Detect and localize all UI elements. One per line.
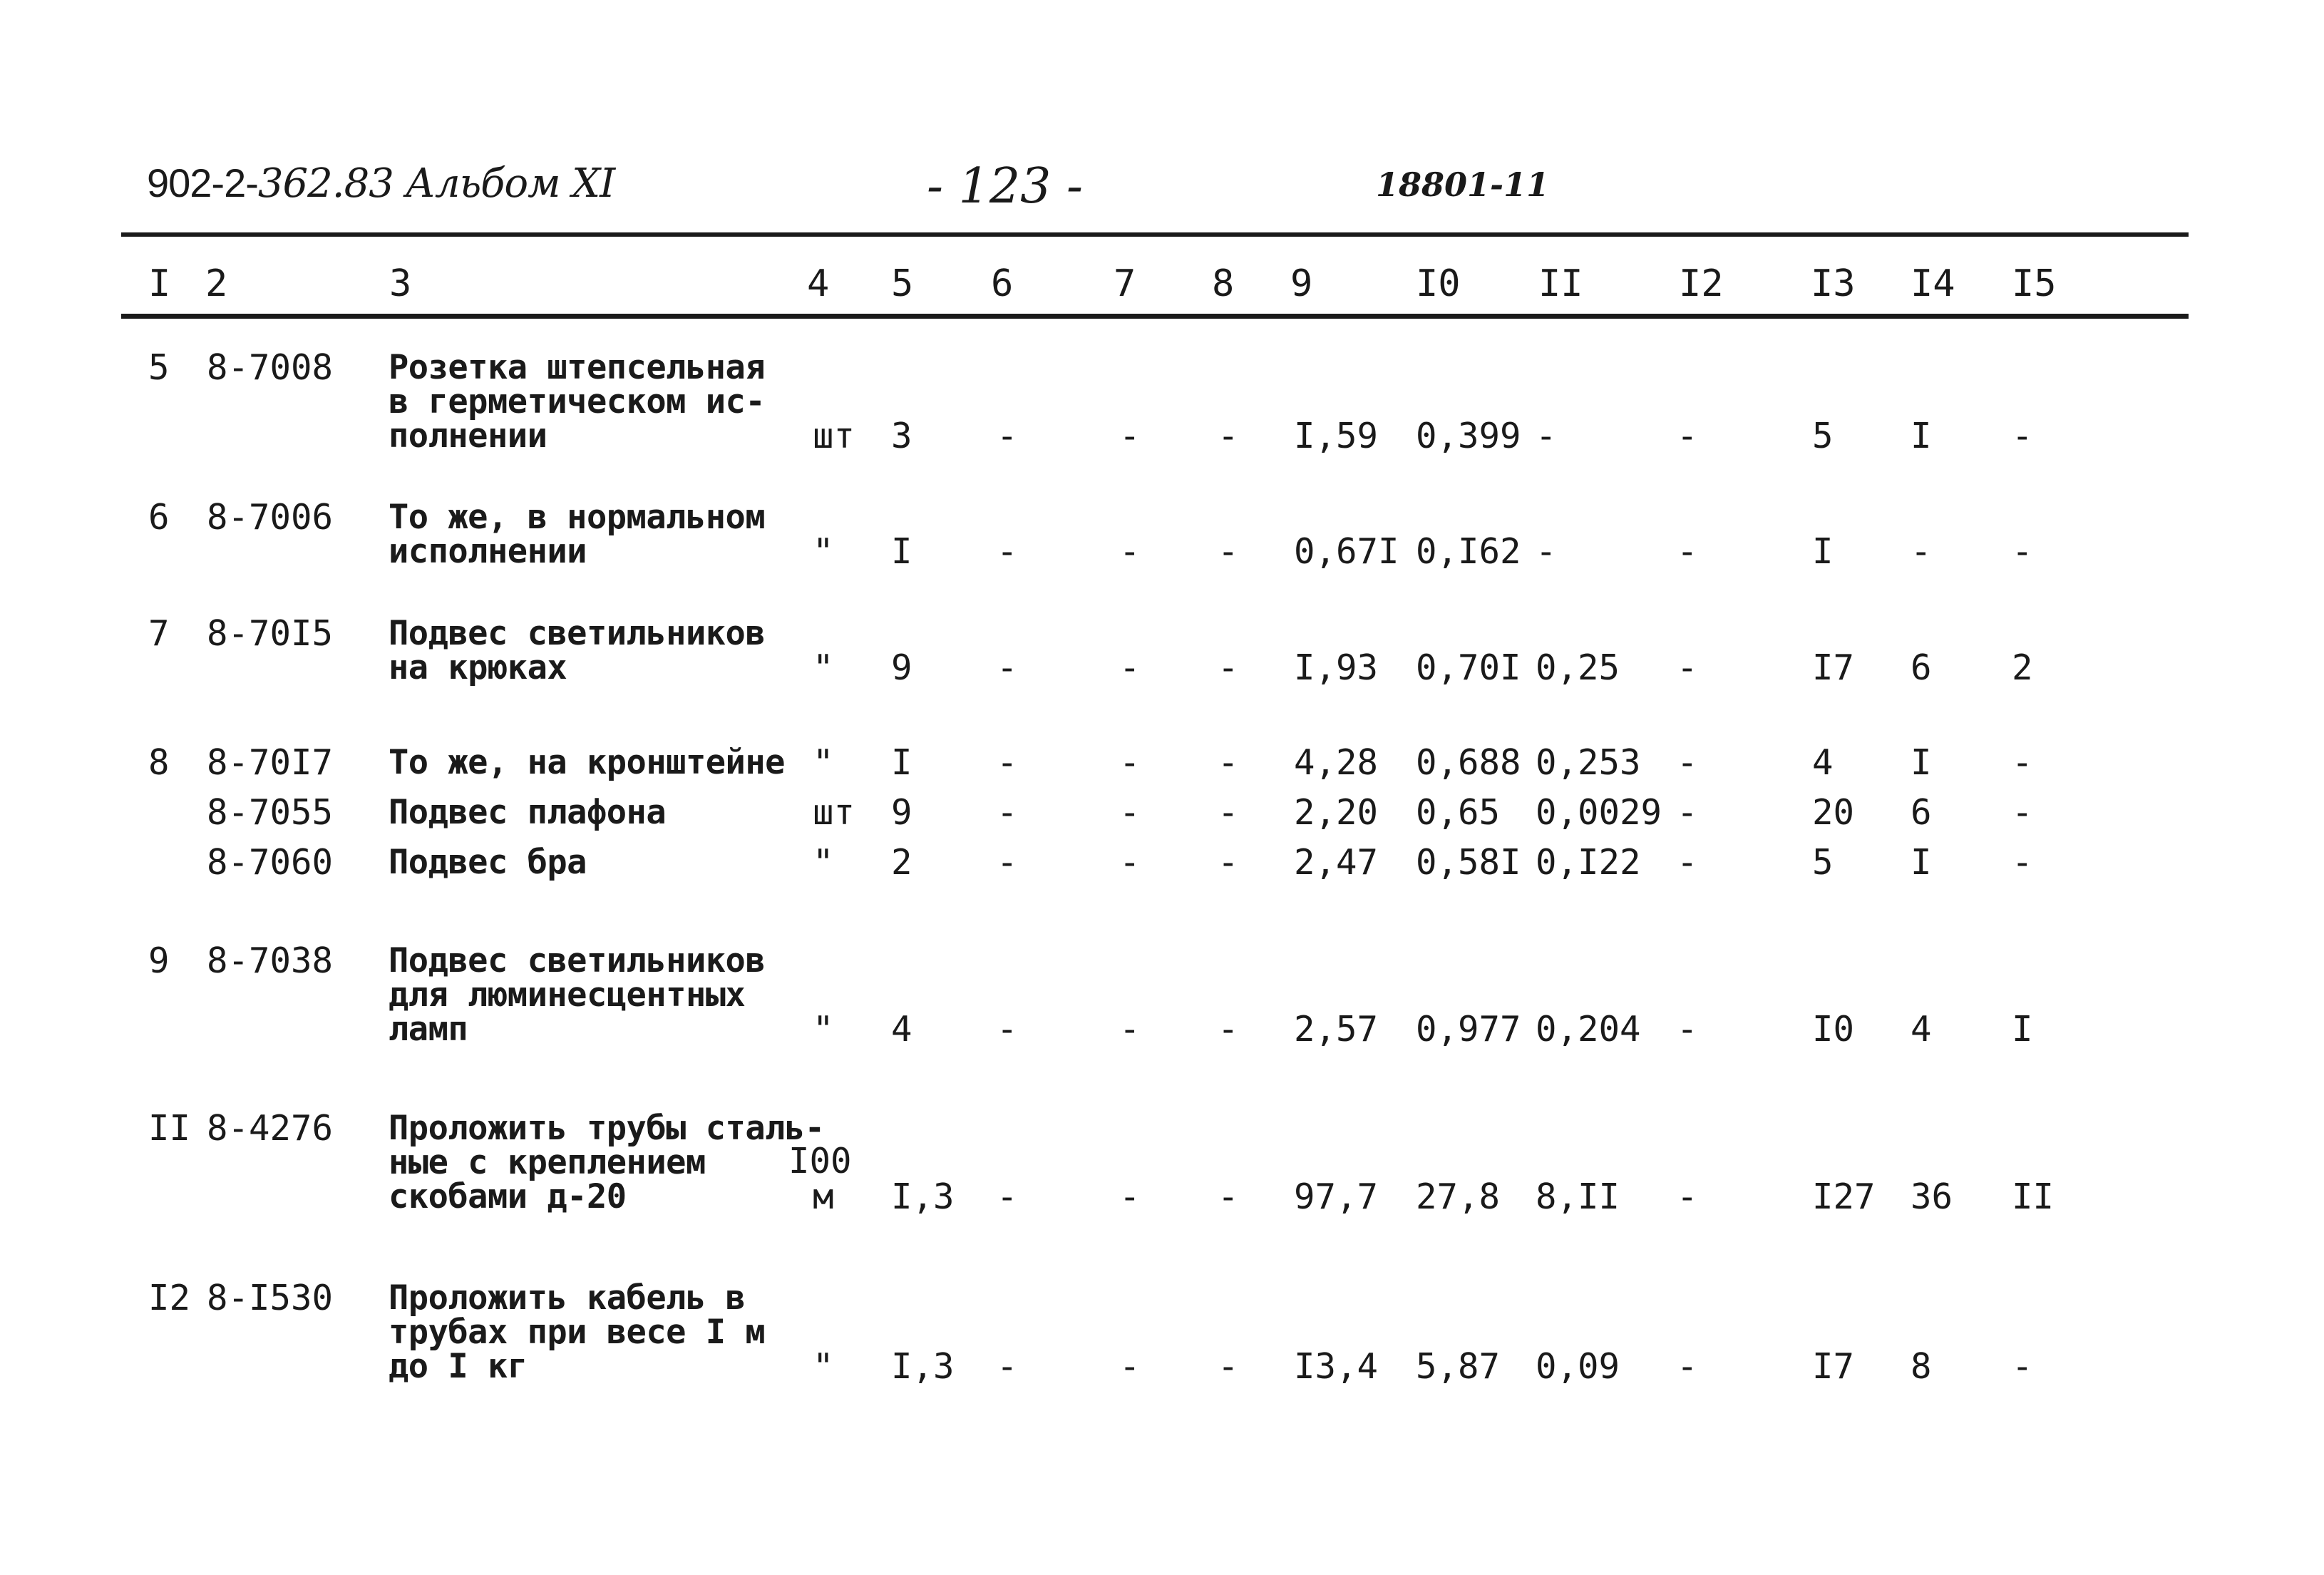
column-number: I5 <box>2012 262 2057 305</box>
col-8-cell: - <box>1218 842 1239 883</box>
col-12-cell: - <box>1677 416 1698 456</box>
col-15-cell: I <box>2012 1009 2033 1050</box>
col-6-cell: - <box>997 842 1018 883</box>
column-number: 4 <box>807 262 830 305</box>
col-8-cell: - <box>1218 742 1239 783</box>
col-7-cell: - <box>1119 792 1141 833</box>
col-9-cell: 97,7 <box>1294 1176 1379 1217</box>
rate-code: 8-70I5 <box>207 613 334 654</box>
unit-cell: " <box>813 742 834 783</box>
document-header <box>0 0 2324 235</box>
col-10-cell: 0,70I <box>1416 647 1521 688</box>
col-6-cell: - <box>997 416 1018 456</box>
col-6-cell: - <box>997 1176 1018 1217</box>
unit-cell: " <box>813 647 834 688</box>
rate-code: 8-4276 <box>207 1108 334 1149</box>
col-14-cell: 36 <box>1911 1176 1953 1217</box>
col-14-cell: I <box>1911 742 1932 783</box>
col-8-cell: - <box>1218 531 1239 572</box>
col-6-cell: - <box>997 1346 1018 1387</box>
rate-code: 8-7055 <box>207 792 334 833</box>
col-8-cell: - <box>1218 792 1239 833</box>
col-14-cell: I <box>1911 416 1932 456</box>
col-11-cell: - <box>1536 416 1557 456</box>
col-11-cell: 0,204 <box>1536 1009 1641 1050</box>
col-8-cell: - <box>1218 647 1239 688</box>
col-11-cell: 0,I22 <box>1536 842 1641 883</box>
col-12-cell: - <box>1677 1346 1698 1387</box>
col-7-cell: - <box>1119 1346 1141 1387</box>
col-13-cell: I <box>1812 531 1834 572</box>
column-number: 2 <box>205 262 228 305</box>
unit-cell: шт <box>813 792 855 833</box>
rate-code: 8-7038 <box>207 940 334 981</box>
column-number: 6 <box>991 262 1014 305</box>
col-14-cell: 6 <box>1911 792 1932 833</box>
col-6-cell: - <box>997 1009 1018 1050</box>
rate-code: 8-7006 <box>207 497 334 538</box>
column-number: I4 <box>1911 262 1955 305</box>
col-6-cell: - <box>997 531 1018 572</box>
col-14-cell: - <box>1911 531 1932 572</box>
col-9-cell: I,93 <box>1294 647 1379 688</box>
work-description: Проложить кабель в трубах при весе I м до I кг <box>389 1278 766 1386</box>
col-13-cell: 5 <box>1812 416 1834 456</box>
quantity-cell: 4 <box>891 1009 912 1050</box>
col-11-cell: 0,09 <box>1536 1346 1620 1387</box>
row-number: 5 <box>148 347 170 388</box>
column-number: 3 <box>389 262 412 305</box>
unit-cell: " <box>813 842 834 883</box>
col-14-cell: 8 <box>1911 1346 1932 1387</box>
rate-code: 8-7060 <box>207 842 334 883</box>
col-10-cell: 5,87 <box>1416 1346 1501 1387</box>
col-7-cell: - <box>1119 531 1141 572</box>
row-number: 7 <box>148 613 170 654</box>
col-10-cell: 0,399 <box>1416 416 1521 456</box>
unit-cell: " <box>813 1009 834 1050</box>
col-15-cell: II <box>2012 1176 2055 1217</box>
quantity-cell: I <box>891 742 912 783</box>
col-11-cell: 0,0029 <box>1536 792 1662 833</box>
work-description: Подвес светильников для люминесцентных ламп <box>389 941 766 1049</box>
album-handwritten: 362.83 Альбом XI <box>257 160 615 207</box>
col-15-cell: - <box>2012 1346 2033 1387</box>
column-number: 5 <box>891 262 914 305</box>
unit-cell: шт <box>813 416 855 456</box>
unit-cell: " <box>813 1346 834 1387</box>
unit-multiplier: I00 <box>788 1141 852 1181</box>
row-number: 9 <box>148 940 170 981</box>
col-8-cell: - <box>1218 1009 1239 1050</box>
work-description: Проложить трубы сталь- ные с креплением скобами д-20 <box>389 1109 825 1216</box>
col-15-cell: - <box>2012 842 2033 883</box>
col-14-cell: 4 <box>1911 1009 1932 1050</box>
col-13-cell: I7 <box>1812 647 1855 688</box>
work-description: Подвес плафона <box>389 793 667 832</box>
rate-code: 8-70I7 <box>207 742 334 783</box>
rate-code: 8-I530 <box>207 1278 334 1318</box>
col-6-cell: - <box>997 792 1018 833</box>
col-12-cell: - <box>1677 792 1698 833</box>
col-12-cell: - <box>1677 1009 1698 1050</box>
col-9-cell: 2,57 <box>1294 1009 1379 1050</box>
col-13-cell: 4 <box>1812 742 1834 783</box>
col-7-cell: - <box>1119 416 1141 456</box>
row-number: 6 <box>148 497 170 538</box>
col-8-cell: - <box>1218 1346 1239 1387</box>
column-number: II <box>1538 262 1583 305</box>
col-11-cell: 0,253 <box>1536 742 1641 783</box>
col-9-cell: 2,20 <box>1294 792 1379 833</box>
col-11-cell: 8,II <box>1536 1176 1620 1217</box>
col-15-cell: 2 <box>2012 647 2033 688</box>
col-6-cell: - <box>997 742 1018 783</box>
col-7-cell: - <box>1119 1176 1141 1217</box>
header-rule <box>121 314 2189 319</box>
col-15-cell: - <box>2012 742 2033 783</box>
col-9-cell: I,59 <box>1294 416 1379 456</box>
col-10-cell: 27,8 <box>1416 1176 1501 1217</box>
column-number: I3 <box>1811 262 1856 305</box>
col-8-cell: - <box>1218 416 1239 456</box>
col-13-cell: I0 <box>1812 1009 1855 1050</box>
column-number: 7 <box>1114 262 1136 305</box>
col-14-cell: 6 <box>1911 647 1932 688</box>
row-number: I2 <box>148 1278 191 1318</box>
col-9-cell: I3,4 <box>1294 1346 1379 1387</box>
column-number: 9 <box>1290 262 1313 305</box>
column-number: I2 <box>1679 262 1724 305</box>
column-number: I0 <box>1416 262 1461 305</box>
col-12-cell: - <box>1677 842 1698 883</box>
quantity-cell: I <box>891 531 912 572</box>
top-rule <box>121 232 2189 237</box>
col-12-cell: - <box>1677 531 1698 572</box>
work-description: То же, в нормальном исполнении <box>389 498 766 571</box>
col-15-cell: - <box>2012 531 2033 572</box>
col-10-cell: 0,977 <box>1416 1009 1521 1050</box>
col-15-cell: - <box>2012 416 2033 456</box>
col-6-cell: - <box>997 647 1018 688</box>
row-number: II <box>148 1108 191 1149</box>
col-10-cell: 0,58I <box>1416 842 1521 883</box>
col-9-cell: 0,67I <box>1294 531 1399 572</box>
col-12-cell: - <box>1677 742 1698 783</box>
col-7-cell: - <box>1119 1009 1141 1050</box>
page-number: - 123 - <box>927 158 1083 215</box>
quantity-cell: I,3 <box>891 1346 955 1387</box>
col-7-cell: - <box>1119 842 1141 883</box>
col-15-cell: - <box>2012 792 2033 833</box>
col-7-cell: - <box>1119 742 1141 783</box>
work-description: То же, на кронштейне <box>389 743 785 782</box>
col-7-cell: - <box>1119 647 1141 688</box>
sheet-code: 18801-11 <box>1376 165 1550 204</box>
quantity-cell: 9 <box>891 647 912 688</box>
unit-cell: м <box>813 1176 834 1217</box>
column-number: 8 <box>1212 262 1235 305</box>
work-description: Розетка штепсельная в герметическом ис- полнении <box>389 348 766 456</box>
quantity-cell: 2 <box>891 842 912 883</box>
col-14-cell: I <box>1911 842 1932 883</box>
work-description: Подвес бра <box>389 843 587 882</box>
work-description: Подвес светильников на крюках <box>389 614 766 687</box>
quantity-cell: 3 <box>891 416 912 456</box>
col-9-cell: 2,47 <box>1294 842 1379 883</box>
project-code: 902-2-362.83 Альбом XI <box>147 160 615 207</box>
col-13-cell: I27 <box>1812 1176 1876 1217</box>
col-12-cell: - <box>1677 647 1698 688</box>
column-number: I <box>148 262 171 305</box>
quantity-cell: I,3 <box>891 1176 955 1217</box>
unit-cell: " <box>813 531 834 572</box>
col-13-cell: 20 <box>1812 792 1855 833</box>
col-13-cell: 5 <box>1812 842 1834 883</box>
col-11-cell: 0,25 <box>1536 647 1620 688</box>
row-number: 8 <box>148 742 170 783</box>
col-9-cell: 4,28 <box>1294 742 1379 783</box>
col-8-cell: - <box>1218 1176 1239 1217</box>
rate-code: 8-7008 <box>207 347 334 388</box>
quantity-cell: 9 <box>891 792 912 833</box>
col-10-cell: 0,65 <box>1416 792 1501 833</box>
col-10-cell: 0,I62 <box>1416 531 1521 572</box>
col-12-cell: - <box>1677 1176 1698 1217</box>
col-11-cell: - <box>1536 531 1557 572</box>
col-13-cell: I7 <box>1812 1346 1855 1387</box>
col-10-cell: 0,688 <box>1416 742 1521 783</box>
